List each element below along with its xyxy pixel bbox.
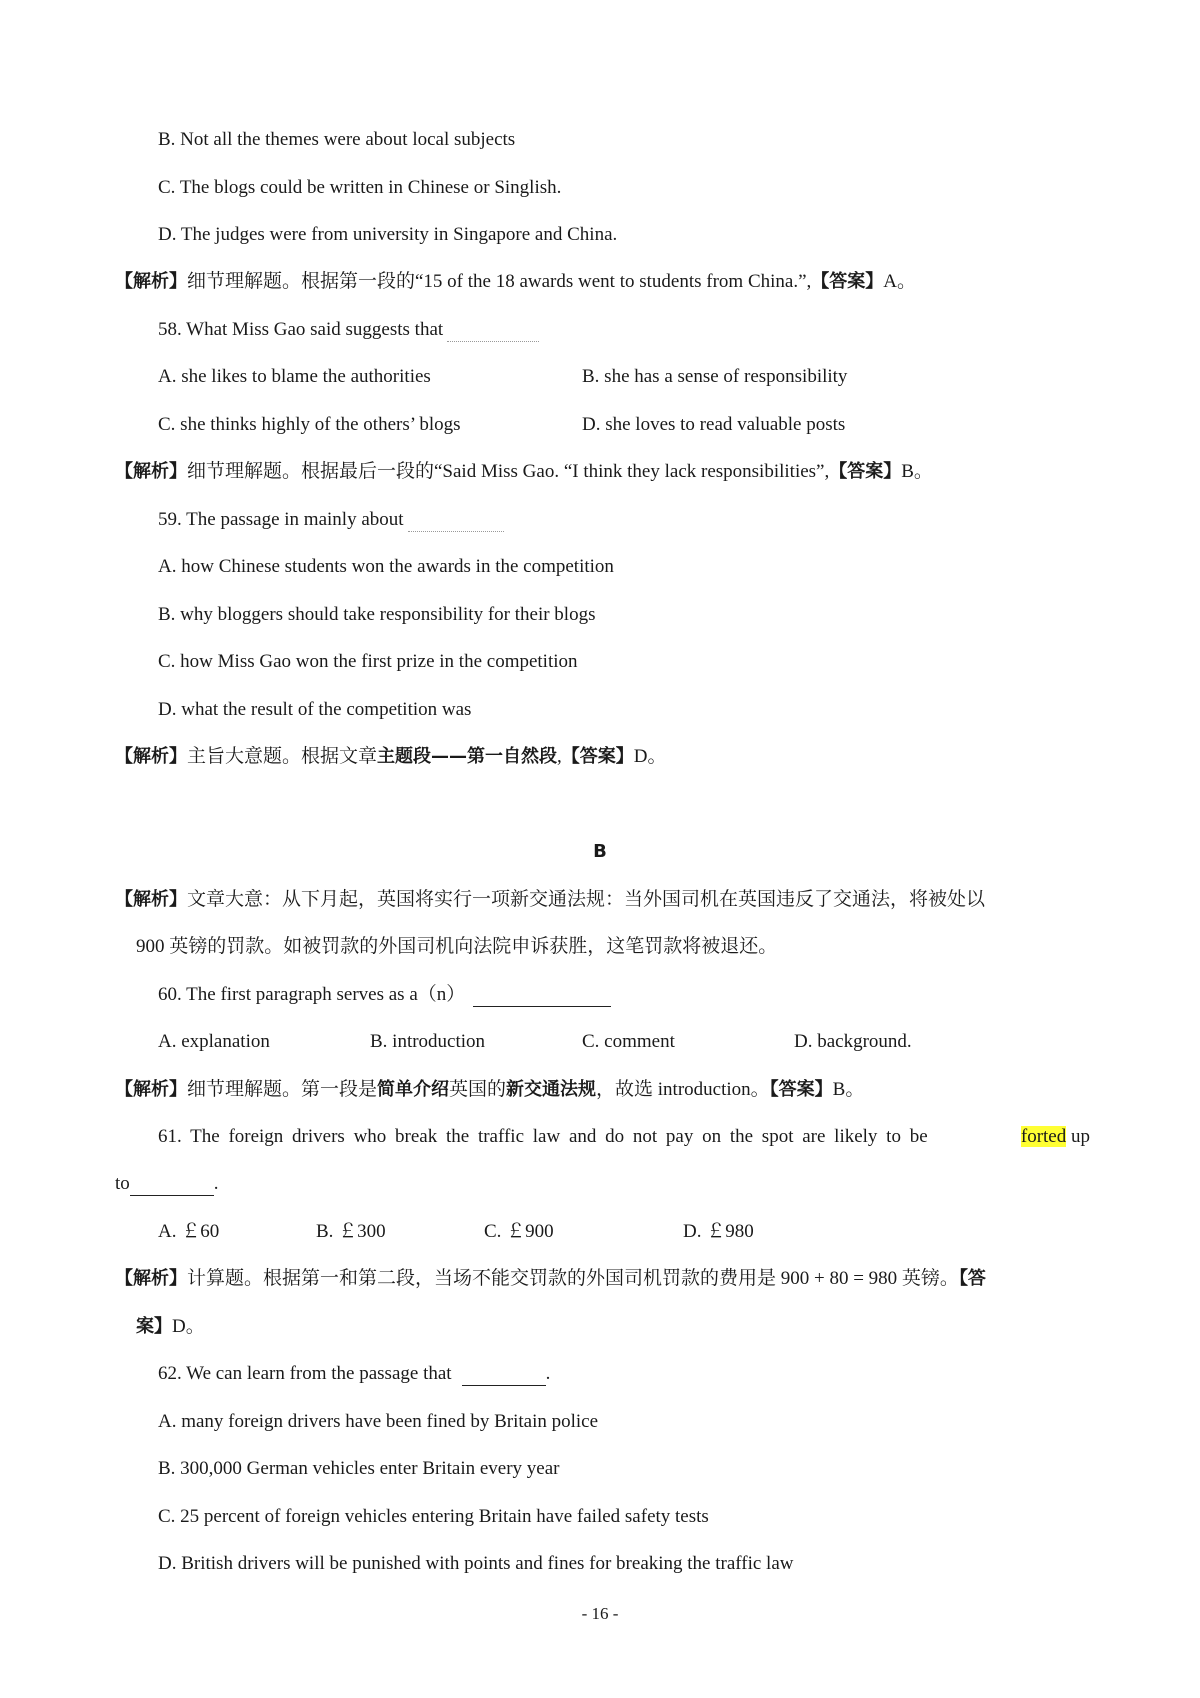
q61-option-d: D. ￡980 <box>683 1221 754 1242</box>
answer-label: 【答案】 <box>769 1079 833 1100</box>
q59-option-c: C. how Miss Gao won the first prize in the competition <box>158 651 578 672</box>
answer-label-part2: 案】 <box>136 1316 172 1337</box>
analysis-label: 【解析】 <box>115 1268 187 1289</box>
question-stem: 60. The first paragraph serves as a（n） <box>158 984 466 1005</box>
q61-analysis-line2 <box>136 1315 205 1339</box>
analysis-bold-text: 新交通法规 <box>506 1079 597 1100</box>
stem-tail: up <box>1071 1126 1090 1147</box>
analysis-label: 【解析】 <box>115 461 187 482</box>
question-stem: 61. The foreign drivers who break the traffic law and do not pay on the spot are likely to be <box>158 1126 928 1147</box>
q57-option-b: B. Not all the themes were about local subjects <box>158 129 516 150</box>
answer-blank <box>447 325 539 342</box>
summary-text: 文章大意：从下月起，英国将实行一项新交通法规：当外国司机在英国违反了交通法，将被处以 <box>187 889 986 910</box>
highlighted-word: forted <box>1020 1126 1067 1147</box>
answer-text: B。 <box>901 461 933 482</box>
q61-option-c: C. ￡900 <box>484 1221 554 1242</box>
answer-blank <box>408 515 504 532</box>
analysis-text: 主旨大意题。根据文章 <box>187 746 378 767</box>
analysis-label: 【解析】 <box>115 746 187 767</box>
q61-analysis-line1 <box>115 1267 986 1291</box>
analysis-text: 细节理解题。根据最后一段的“Said Miss Gao. “I think they lack responsibilities”, <box>187 461 830 482</box>
period: . <box>213 1173 219 1194</box>
answer-blank <box>462 1367 546 1386</box>
q59-option-b: B. why bloggers should take responsibility for their blogs <box>158 604 596 625</box>
analysis-bold-text: 主题段——第一自然段 <box>377 746 558 767</box>
q58-stem <box>158 318 539 342</box>
analysis-label: 【解析】 <box>115 1079 187 1100</box>
section-b-title <box>0 840 1200 864</box>
analysis-text: 计算题。根据第一和第二段，当场不能交罚款的外国司机罚款的费用是 900 + 80 = 980 英镑。 <box>187 1268 959 1289</box>
q60-option-a: A. explanation <box>158 1031 270 1052</box>
answer-text: D。 <box>172 1316 205 1337</box>
q59-analysis <box>115 745 667 769</box>
summary-label: 【解析】 <box>115 889 187 910</box>
q57-option-d: D. The judges were from university in Singapore and China. <box>158 224 618 245</box>
analysis-text: 细节理解题。根据第一段的“15 of the 18 awards went to students from China.”, <box>187 271 812 292</box>
answer-text: A。 <box>883 271 917 292</box>
analysis-bold-text: 简单介绍 <box>377 1079 450 1100</box>
answer-blank <box>130 1177 214 1196</box>
stem-continuation: to <box>115 1173 130 1194</box>
q61-option-a: A. ￡60 <box>158 1221 220 1242</box>
page-number: - 16 - <box>581 1604 619 1623</box>
section-title: B <box>593 841 607 862</box>
q62-stem <box>158 1362 550 1386</box>
q58-option-a: A. she likes to blame the authorities <box>158 366 431 387</box>
q59-option-a: A. how Chinese students won the awards in the competition <box>158 556 614 577</box>
analysis-label: 【解析】 <box>115 271 187 292</box>
answer-label-part1: 【答 <box>958 1268 986 1289</box>
q62-option-c: C. 25 percent of foreign vehicles entering Britain have failed safety tests <box>158 1506 709 1527</box>
q59-option-d: D. what the result of the competition was <box>158 699 472 720</box>
q57-analysis <box>115 270 916 294</box>
analysis-text: 细节理解题。第一段是 <box>187 1079 378 1100</box>
q62-option-d: D. British drivers will be punished with points and fines for breaking the traffic law <box>158 1553 794 1574</box>
stem-end <box>1021 1125 1090 1149</box>
q60-stem <box>158 983 611 1007</box>
answer-label: 【答案】 <box>811 271 884 292</box>
q62-option-a: A. many foreign drivers have been fined by Britain police <box>158 1411 599 1432</box>
answer-label: 【答案】 <box>561 746 634 767</box>
q57-option-c: C. The blogs could be written in Chinese or Singlish. <box>158 177 562 198</box>
q61-option-b: B. ￡300 <box>316 1221 386 1242</box>
answer-label: 【答案】 <box>829 461 902 482</box>
q59-stem <box>158 508 504 532</box>
answer-text: D。 <box>633 746 667 767</box>
question-stem: 58. What Miss Gao said suggests that <box>158 319 444 340</box>
section-b-summary-line2: 900 英镑的罚款。如被罚款的外国司机向法院申诉获胜，这笔罚款将被退还。 <box>136 936 778 957</box>
q61-stem-line2 <box>115 1172 219 1196</box>
q62-option-b: B. 300,000 German vehicles enter Britain every year <box>158 1458 560 1479</box>
q60-option-b: B. introduction <box>370 1031 486 1052</box>
question-stem: 59. The passage in mainly about <box>158 509 404 530</box>
q58-option-d: D. she loves to read valuable posts <box>582 414 846 435</box>
question-stem: 62. We can learn from the passage that <box>158 1363 452 1384</box>
q61-stem-line1 <box>158 1125 1090 1149</box>
section-b-summary-line1 <box>115 888 985 912</box>
analysis-text: 英国的 <box>449 1079 507 1100</box>
q60-option-d: D. background. <box>794 1031 912 1052</box>
q58-analysis <box>115 460 933 484</box>
q58-option-c: C. she thinks highly of the others’ blogs <box>158 414 461 435</box>
q58-option-b: B. she has a sense of responsibility <box>582 366 848 387</box>
answer-blank <box>473 988 611 1007</box>
answer-text: B。 <box>832 1079 865 1100</box>
q60-analysis <box>115 1078 864 1102</box>
analysis-text-comma: , <box>557 746 562 767</box>
q60-option-c: C. comment <box>582 1031 675 1052</box>
analysis-text: ，故选 introduction。 <box>596 1079 770 1100</box>
period: . <box>545 1363 551 1384</box>
